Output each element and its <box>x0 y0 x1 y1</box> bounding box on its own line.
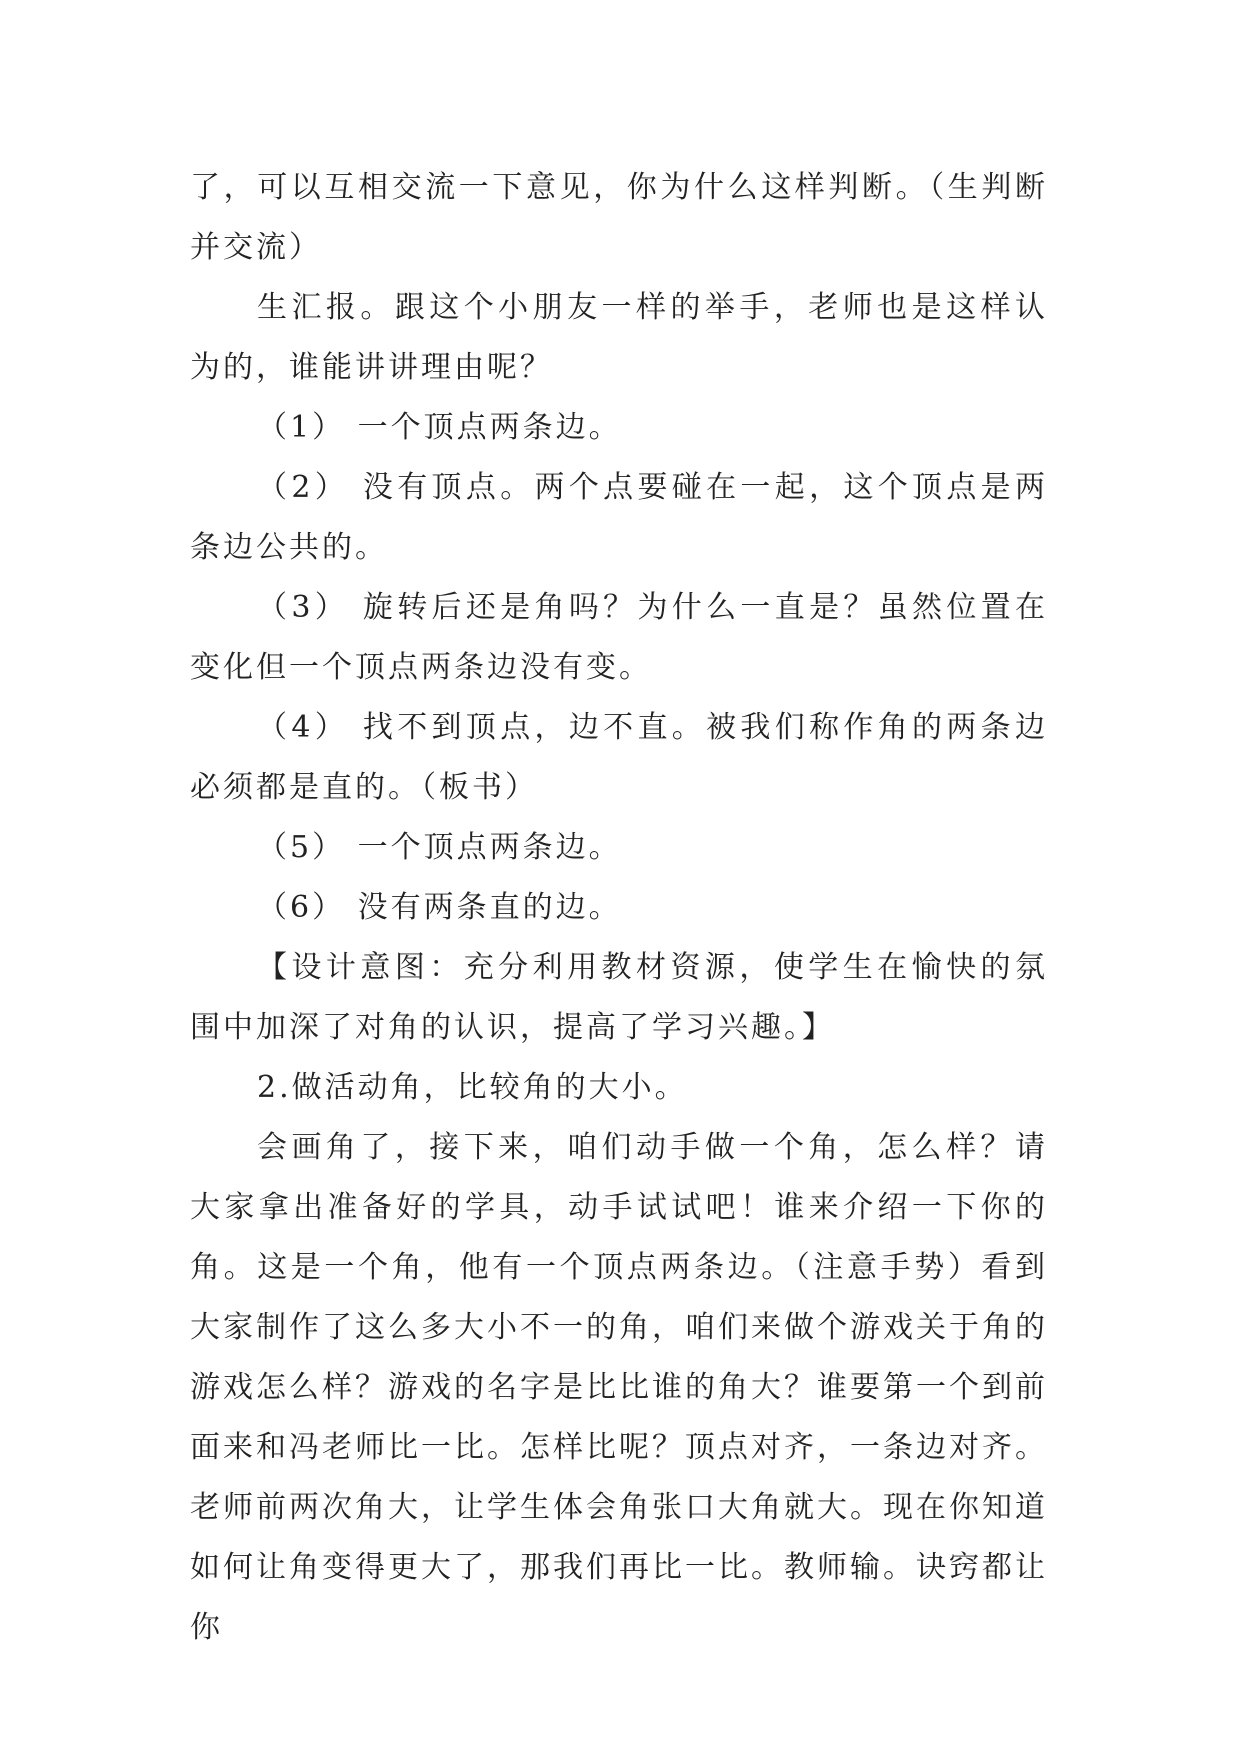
list-item-1: （1） 一个顶点两条边。 <box>257 410 622 445</box>
list-item-3: （3） 旋转后还是角吗？为什么一直是？虽然位置在变化但一个顶点两条边没有变。 <box>190 590 1048 685</box>
list-item-5: （5） 一个顶点两条边。 <box>257 830 622 865</box>
list-item-2: （2） 没有顶点。两个点要碰在一起，这个顶点是两条边公共的。 <box>190 470 1048 565</box>
paragraph-continuation: 了，可以互相交流一下意见，你为什么这样判断。（生判断并交流） <box>190 170 1048 265</box>
design-intent-note: 【设计意图：充分利用教材资源，使学生在愉快的氛围中加深了对角的认识，提高了学习兴趣。】 <box>190 950 1048 1045</box>
document-body <box>190 158 1048 1658</box>
paragraph-activity: 会画角了，接下来，咱们动手做一个角，怎么样？请大家拿出准备好的学具，动手试试吧！谁来介绍一下你的角。这是一个角，他有一个顶点两条边。（注意手势）看到大家制作了这么多大小不一的角，咱们来做个游戏关于角的游戏怎么样？游戏的名字是比比谁的角大？谁要第一个到前面来和冯老师比一比。怎样比呢？顶点对齐，一条边对齐。老师前两次角大，让学生体会角张口大角就大。现在你知道如何让角变得更大了，那我们再比一比。教师输。诀窍都让你 <box>190 1130 1048 1645</box>
list-item-4: （4） 找不到顶点，边不直。被我们称作角的两条边必须都是直的。（板书） <box>190 710 1048 805</box>
list-item-6: （6） 没有两条直的边。 <box>257 890 622 925</box>
paragraph-student-report: 生汇报。跟这个小朋友一样的举手，老师也是这样认为的，谁能讲讲理由呢？ <box>190 290 1048 385</box>
section-heading-activity: 2.做活动角，比较角的大小。 <box>257 1070 688 1105</box>
